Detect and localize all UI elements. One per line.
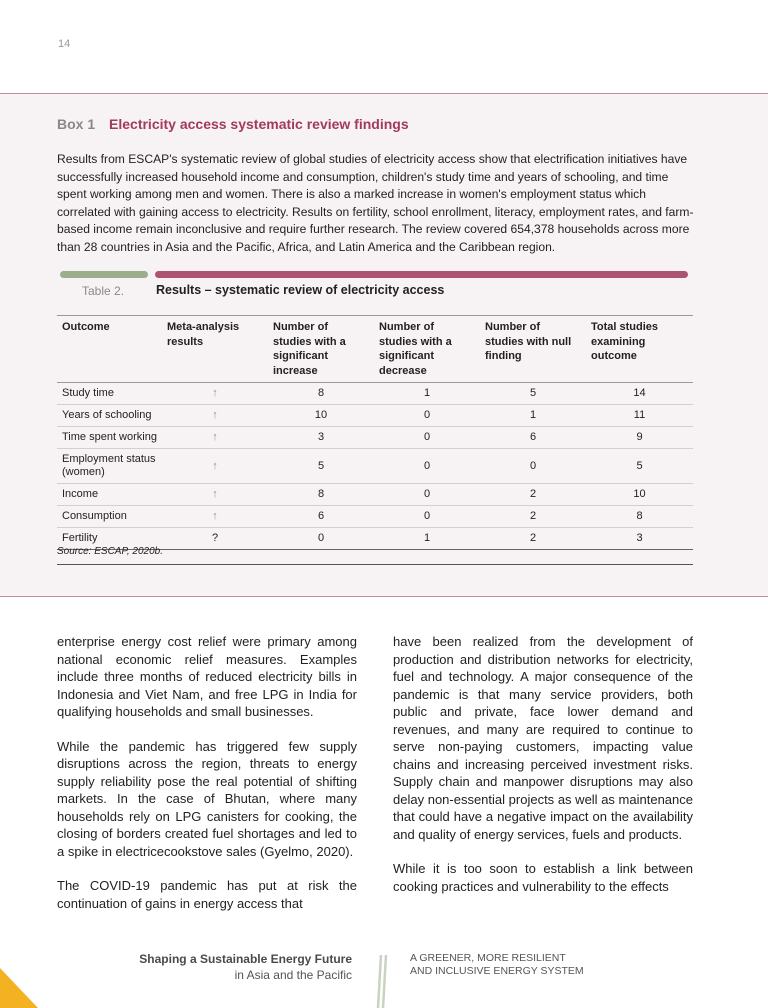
decrease-cell: 0 <box>374 427 480 449</box>
footer-chapter-line2: AND INCLUSIVE ENERGY SYSTEM <box>410 965 584 977</box>
box-text: Results from ESCAP's systematic review of global studies of electricity access show that electrification initiatives have successfully increased household income and consumption, children's study time and years of schooling, and time spent working among men and women. There is also a marked increase in women's employment status which correlated with gaining access to electricity. Results on fertility, school enrollment, literacy, employment rates, and farm-based income remain inconclusive and require further research. The review covered 654,378 households across more than 28 countries in Asia and the Pacific, Africa, and Latin America and the Caribbean region. <box>57 152 694 254</box>
decrease-cell: 1 <box>374 528 480 550</box>
box-title <box>57 116 409 132</box>
table-header-row <box>57 316 693 383</box>
decrease-cell: 0 <box>374 405 480 427</box>
increase-cell: 6 <box>268 506 374 528</box>
null-cell: 1 <box>480 405 586 427</box>
paragraph: The COVID-19 pandemic has put at risk the continuation of gains in energy access that <box>57 878 357 911</box>
increase-cell: 0 <box>268 528 374 550</box>
meta-result-arrow-icon: ↑ <box>162 427 268 449</box>
body-column-left <box>57 633 357 929</box>
outcome-cell: Study time <box>57 383 162 405</box>
meta-result-cell: ? <box>162 528 268 550</box>
outcome-cell: Time spent working <box>57 427 162 449</box>
paragraph: have been realized from the development of production and distribution networks for electricity, fuel and technology. A major consequence of the pandemic is that many service providers, both public and private, face lower demand and revenues, and many are required to continue to serve non-paying customers, impacting value chains and increasing perceived investment risks. Supply chain and manpower disruptions may also delay non-essential projects as well as maintenance that could have a negative impact on the availability and quality of energy services, fuels and products. <box>393 634 693 842</box>
table-row <box>57 484 693 506</box>
decrease-cell: 0 <box>374 484 480 506</box>
null-cell: 2 <box>480 506 586 528</box>
outcome-cell: Employment status (women) <box>57 449 162 484</box>
page-number: 14 <box>58 38 71 50</box>
paragraph: enterprise energy cost relief were primary among national economic relief measures. Examples include three months of reduced electricity bills in Indonesia and Viet Nam, and free LPG in India for qualifying households and small businesses. <box>57 634 357 719</box>
increase-cell: 8 <box>268 484 374 506</box>
column-header: Number of studies with null finding <box>480 316 586 383</box>
footer-subtitle: in Asia and the Pacific <box>234 968 352 982</box>
decrease-cell: 0 <box>374 449 480 484</box>
total-cell: 10 <box>586 484 693 506</box>
column-header: Number of studies with a significant increase <box>268 316 374 383</box>
body-column-right <box>393 633 693 912</box>
table-source: Source: ESCAP, 2020b. <box>57 546 163 557</box>
column-header: Meta-analysis results <box>162 316 268 383</box>
null-cell: 6 <box>480 427 586 449</box>
box-heading: Electricity access systematic review findings <box>109 116 409 132</box>
review-findings-box <box>0 93 768 597</box>
increase-cell: 10 <box>268 405 374 427</box>
footer-chapter <box>410 952 584 978</box>
outcome-cell: Fertility <box>57 528 162 550</box>
total-cell: 11 <box>586 405 693 427</box>
paragraph: While the pandemic has triggered few supply disruptions across the region, threats to energy supply reliability pose the real potential of shifting markets. In the case of Bhutan, where many households rely on LPG canisters for cooking, the closing of borders created fuel shortages and led to a spike in electricecookstove sales (Gyelmo, 2020). <box>57 738 357 859</box>
source-divider <box>57 564 693 565</box>
footer-divider-icon <box>372 955 392 1008</box>
increase-cell: 3 <box>268 427 374 449</box>
paragraph: While it is too soon to establish a link between cooking practices and vulnerability to the effects <box>393 861 693 894</box>
footer-publication-title <box>100 951 352 983</box>
table-accent-bar-maroon <box>155 271 688 278</box>
column-header: Total studies examining outcome <box>586 316 693 383</box>
total-cell: 5 <box>586 449 693 484</box>
meta-result-arrow-icon: ↑ <box>162 484 268 506</box>
table-accent-bar-green <box>60 271 148 278</box>
total-cell: 3 <box>586 528 693 550</box>
table-row <box>57 383 693 405</box>
box-label: Box 1 <box>57 116 96 132</box>
table-row <box>57 506 693 528</box>
total-cell: 8 <box>586 506 693 528</box>
outcome-cell: Years of schooling <box>57 405 162 427</box>
meta-result-arrow-icon: ↑ <box>162 506 268 528</box>
null-cell: 0 <box>480 449 586 484</box>
table-title: Results – systematic review of electricity access <box>156 283 445 297</box>
table-row <box>57 449 693 484</box>
decrease-cell: 0 <box>374 506 480 528</box>
column-header: Outcome <box>57 316 162 383</box>
increase-cell: 5 <box>268 449 374 484</box>
null-cell: 5 <box>480 383 586 405</box>
total-cell: 14 <box>586 383 693 405</box>
increase-cell: 8 <box>268 383 374 405</box>
decrease-cell: 1 <box>374 383 480 405</box>
meta-result-arrow-icon: ↑ <box>162 383 268 405</box>
null-cell: 2 <box>480 528 586 550</box>
table-row <box>57 427 693 449</box>
results-table <box>57 315 693 550</box>
meta-result-arrow-icon: ↑ <box>162 449 268 484</box>
total-cell: 9 <box>586 427 693 449</box>
corner-accent <box>0 968 38 1008</box>
table-row <box>57 405 693 427</box>
meta-result-arrow-icon: ↑ <box>162 405 268 427</box>
null-cell: 2 <box>480 484 586 506</box>
table-label: Table 2. <box>82 284 125 298</box>
outcome-cell: Income <box>57 484 162 506</box>
column-header: Number of studies with a significant decrease <box>374 316 480 383</box>
footer-chapter-line1: A GREENER, MORE RESILIENT <box>410 952 566 964</box>
footer-title: Shaping a Sustainable Energy Future <box>139 952 352 966</box>
outcome-cell: Consumption <box>57 506 162 528</box>
